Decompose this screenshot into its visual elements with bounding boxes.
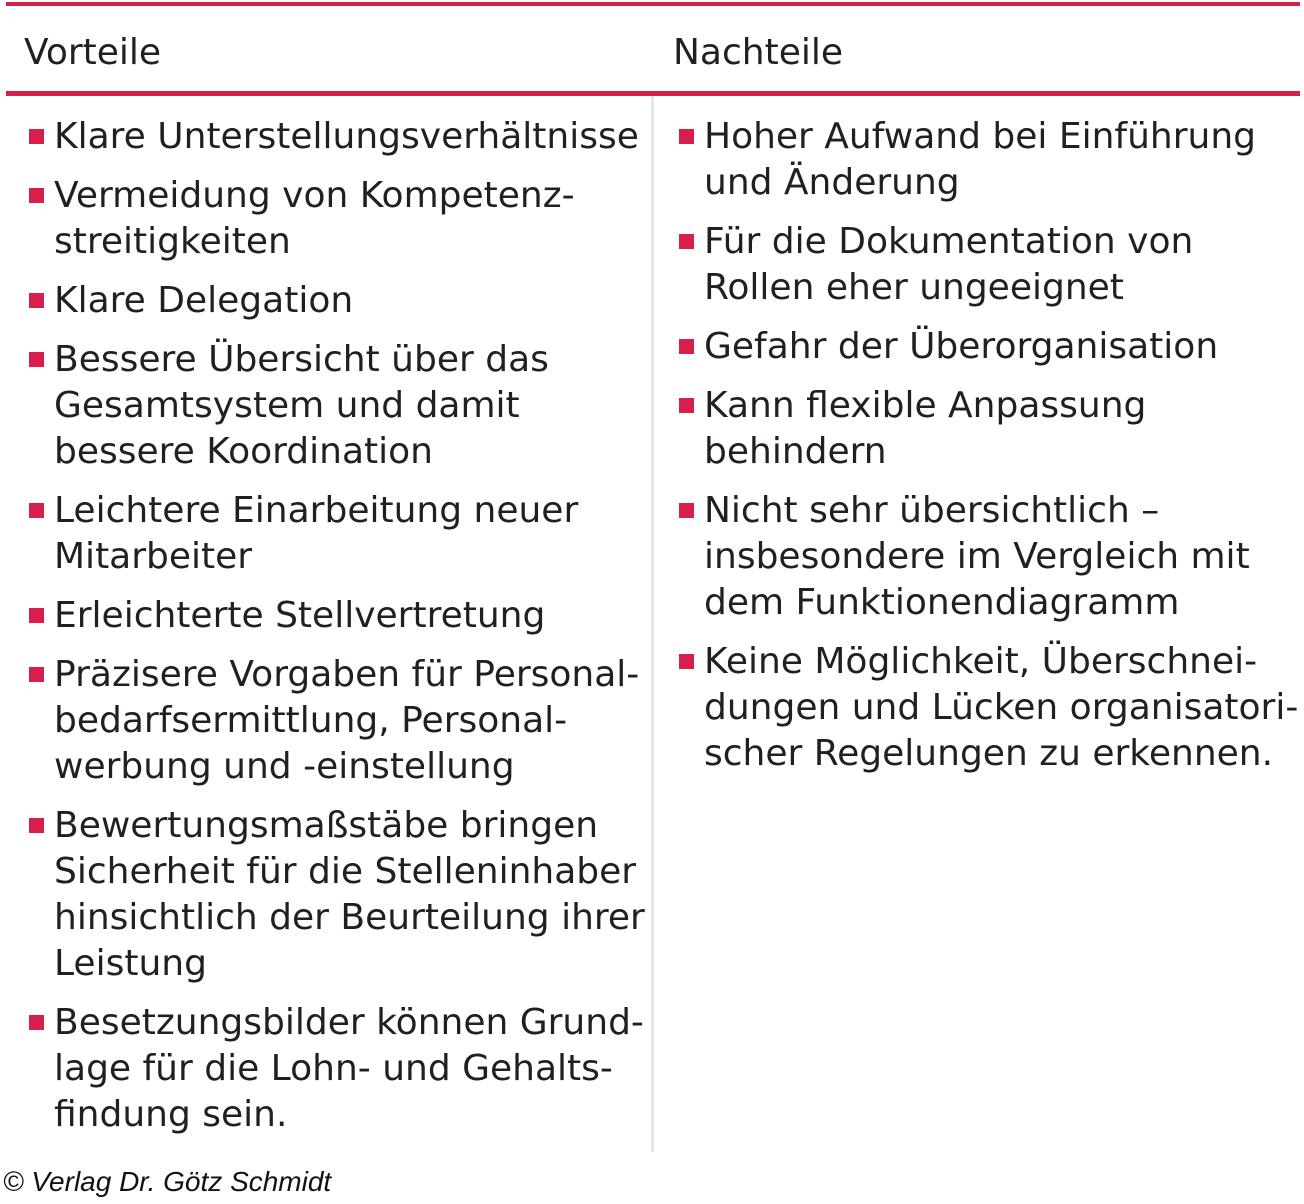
vorteile-item-line: Besetzungsbilder können Grund- [54,1002,644,1043]
vorteile-item [24,337,634,475]
vorteile-item [24,173,634,265]
nachteile-item-line: und Änderung [704,162,960,203]
vorteile-item-line: bedarfsermittlung, Personal- [54,700,568,741]
nachteile-item-line: dungen und Lücken organisatori- [704,687,1299,728]
nachteile-item [674,324,1284,370]
square-bullet-icon [29,293,44,308]
vorteile-item [24,278,634,324]
top-rule [6,2,1300,6]
nachteile-item [674,383,1284,475]
vorteile-item-line: Bewertungsmaßstäbe bringen [54,805,599,846]
vorteile-item-line: Klare Delegation [54,280,354,321]
square-bullet-icon [679,398,694,413]
vorteile-item-line: Vermeidung von Kompetenz- [54,175,575,216]
square-bullet-icon [679,339,694,354]
nachteile-item-line: behindern [704,431,887,472]
vorteile-item [24,593,634,639]
square-bullet-icon [29,188,44,203]
square-bullet-icon [29,503,44,518]
vorteile-item-line: findung sein. [54,1094,288,1135]
nachteile-item-line: dem Funktionendiagramm [704,582,1180,623]
nachteile-item [674,114,1284,206]
vorteile-item-line: Gesamtsystem und damit [54,385,520,426]
vorteile-item-line: Präzisere Vorgaben für Personal- [54,654,640,695]
vorteile-item-line: Leistung [54,943,207,984]
vorteile-item-line: streitigkeiten [54,221,291,262]
square-bullet-icon [29,1015,44,1030]
vorteile-item-line: bessere Koordination [54,431,433,472]
vorteile-list [24,114,645,1151]
vorteile-item-line: Bessere Übersicht über das [54,339,549,380]
header-vorteile: Vorteile [24,32,162,73]
vorteile-item-line: Sicherheit für die Stelleninhaber [54,851,637,892]
vorteile-item-line: lage für die Lohn- und Gehalts- [54,1048,613,1089]
square-bullet-icon [29,818,44,833]
square-bullet-icon [29,667,44,682]
copyright-notice: © Verlag Dr. Götz Schmidt [3,1166,332,1197]
square-bullet-icon [679,129,694,144]
vorteile-item [24,488,634,580]
vorteile-item-line: hinsichtlich der Beurteilung ihrer [54,897,645,938]
vorteile-item-line: Mitarbeiter [54,536,253,577]
nachteile-item [674,219,1284,311]
vorteile-item [24,803,645,987]
nachteile-item-line: Gefahr der Überorganisation [704,326,1219,367]
square-bullet-icon [29,608,44,623]
nachteile-item-line: insbesondere im Vergleich mit [704,536,1250,577]
vorteile-item-line: Klare Unterstellungsverhältnisse [54,116,639,157]
header-nachteile: Nachteile [673,32,844,73]
vorteile-item [24,1000,644,1138]
nachteile-item [674,488,1284,626]
nachteile-item-line: Hoher Aufwand bei Einführung [704,116,1257,157]
square-bullet-icon [29,352,44,367]
nachteile-list [674,114,1299,790]
vorteile-item-line: werbung und -einstellung [54,746,515,787]
nachteile-item-line: Rollen eher ungeeignet [704,267,1124,308]
nachteile-item-line: scher Regelungen zu erkennen. [704,733,1274,774]
vorteile-item [24,652,640,790]
square-bullet-icon [679,503,694,518]
nachteile-item-line: Kann flexible Anpassung [704,385,1147,426]
nachteile-item-line: Nicht sehr übersichtlich – [704,490,1160,531]
vorteile-item [24,114,639,160]
nachteile-item-line: Für die Dokumentation von [704,221,1194,262]
nachteile-item-line: Keine Möglichkeit, Überschnei- [704,641,1258,682]
square-bullet-icon [679,654,694,669]
vorteile-item-line: Leichtere Einarbeitung neuer [54,490,579,531]
column-divider [651,96,654,1152]
vorteile-item-line: Erleichterte Stellvertretung [54,595,546,636]
square-bullet-icon [29,129,44,144]
square-bullet-icon [679,234,694,249]
nachteile-item [674,639,1299,777]
